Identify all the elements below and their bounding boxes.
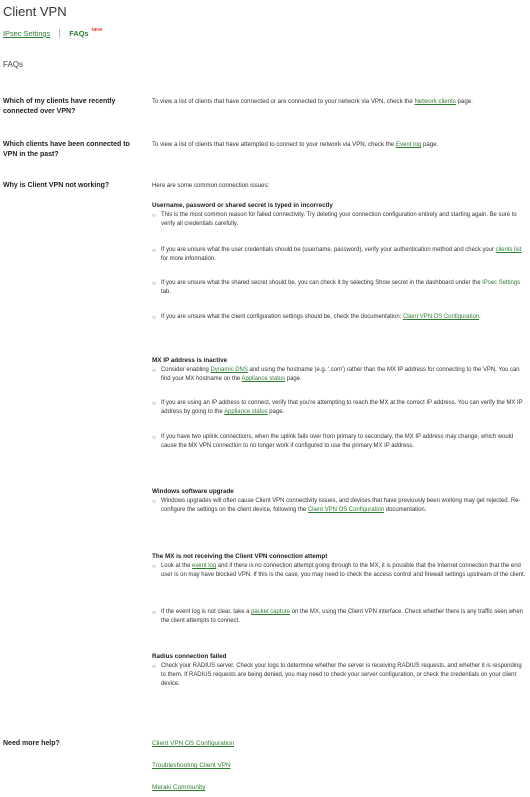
bullet-text: and if there is no connection attempt going through to the MX, it is possible that the Internet connection that the end user is on may have blocked VPN. If this is the case, you may need to check the access control and firewall settings upstream of the client. bbox=[161, 563, 526, 579]
answer-text: page. bbox=[455, 98, 473, 105]
bullet-text: If the event log is not clear, take a bbox=[161, 609, 252, 615]
bullet-text: page. bbox=[267, 409, 285, 416]
issue-title-mx-not-receiving: The MX is not receiving the Client VPN connection attempt bbox=[152, 553, 328, 560]
faq-answer-past-clients bbox=[152, 140, 524, 149]
answer-text: page. bbox=[421, 141, 439, 148]
answer-text: To view a list of clients that have attempted to connect to your network via VPN, check the bbox=[152, 141, 396, 148]
bullet-icon: ○ bbox=[152, 248, 156, 254]
list-item bbox=[152, 608, 526, 626]
section-title: FAQs bbox=[3, 60, 24, 69]
list-item bbox=[152, 279, 526, 297]
event-log-link[interactable]: Event log bbox=[395, 141, 422, 148]
bullet-icon: ○ bbox=[152, 664, 156, 670]
bullet-icon: ○ bbox=[152, 213, 156, 219]
bullet-icon: ○ bbox=[152, 610, 156, 616]
faq-question-not-working: Why is Client VPN not working? bbox=[3, 182, 110, 189]
bullet-icon: ○ bbox=[152, 281, 156, 287]
issue-title-radius: Radius connection failed bbox=[152, 653, 227, 660]
bullet-text: documentation. bbox=[384, 507, 427, 514]
list-item bbox=[152, 497, 526, 515]
faq-question-recent-clients: Which of my clients have recently connected over VPN? bbox=[3, 98, 116, 116]
troubleshooting-link[interactable]: Troubleshooting Client VPN bbox=[152, 762, 231, 769]
bullet-text: tab. bbox=[161, 289, 171, 296]
new-badge: NEW bbox=[91, 27, 103, 32]
list-item bbox=[152, 433, 526, 451]
page-title: Client VPN bbox=[3, 4, 67, 19]
issue-title-mx-ip: MX IP address is inactive bbox=[152, 357, 228, 364]
tab-bar bbox=[3, 29, 102, 38]
bullet-icon: ○ bbox=[152, 368, 156, 374]
faq-answer-recent-clients bbox=[152, 97, 524, 106]
tab-divider bbox=[59, 29, 60, 38]
bullet-text: . bbox=[479, 314, 481, 320]
app-header bbox=[3, 4, 530, 19]
faq-answer-intro: Here are some common connection issues: bbox=[152, 182, 270, 189]
bullet-text: Check your RADIUS server. Check your logs to determine whether the server is receiving RADIUS requests, and whether it is responding to them. If RADIUS requests are being denied, you may need to check your server configuration, or check the credentials on your client device. bbox=[161, 663, 522, 688]
list-item bbox=[152, 662, 526, 690]
bullet-text: page. bbox=[285, 376, 302, 383]
answer-text: To view a list of clients that have connected or are connected to your network via VPN, check the bbox=[152, 98, 415, 105]
client-vpn-os-config-link[interactable]: Client VPN OS Configuration bbox=[307, 507, 385, 514]
bullet-icon: ○ bbox=[152, 401, 156, 407]
bullet-text: If you are unsure what the shared secret should be, you can check it by selecting Show secret in the dashboard under the bbox=[161, 280, 483, 286]
clients-list-link[interactable]: clients list bbox=[495, 247, 522, 253]
list-item bbox=[152, 211, 526, 229]
client-vpn-os-config-link[interactable]: Client VPN OS Configuration bbox=[402, 314, 480, 320]
tab-faqs[interactable]: FAQs bbox=[69, 29, 89, 38]
bullet-text: for more information. bbox=[161, 256, 216, 263]
network-clients-link[interactable]: Network clients bbox=[414, 98, 456, 105]
appliance-status-link[interactable]: Appliance status bbox=[241, 376, 286, 383]
bullet-text: If you are unsure what the client configuration settings should be, check the documentation: bbox=[161, 314, 403, 320]
need-help-heading: Need more help? bbox=[3, 740, 60, 747]
bullet-text: Look at the bbox=[161, 563, 193, 569]
bullet-icon: ○ bbox=[152, 564, 156, 570]
faq-question-past-clients: Which clients have been connected to VPN in the past? bbox=[3, 141, 130, 159]
bullet-text: Consider enabling bbox=[161, 367, 211, 373]
meraki-community-link[interactable]: Meraki Community bbox=[152, 784, 206, 791]
tab-ipsec-settings[interactable]: IPsec Settings bbox=[3, 29, 51, 38]
bullet-icon: ○ bbox=[152, 435, 156, 441]
issue-title-credentials: Username, password or shared secret is typed in incorrectly bbox=[152, 202, 333, 209]
bullet-text: This is the most common reason for failed connectivity. Try deleting your connection configuration entirely and starting again. Be sure to verify all credentials carefully. bbox=[161, 212, 517, 228]
bullet-icon: ○ bbox=[152, 499, 156, 505]
list-item bbox=[152, 366, 526, 384]
bullet-text: If you are unsure what the user credentials should be (username, password), verify your authentication method and check your bbox=[161, 247, 496, 253]
bullet-text: If you have two uplink connections, when the uplink fails over from primary to secondary, the MX IP address may change, which would cause the MX VPN connection to no longer work if configured to use the primary MX IP address. bbox=[161, 434, 514, 450]
list-item bbox=[152, 562, 526, 580]
ipsec-settings-text: IPsec Settings bbox=[482, 280, 521, 286]
list-item bbox=[152, 246, 526, 264]
client-vpn-os-config-link[interactable]: Client VPN OS Configuration bbox=[152, 740, 235, 747]
bullet-text: on the MX, using the Client VPN interface. Check whether there is any traffic seen when the client attempts to connect. bbox=[161, 609, 523, 625]
bullet-text: and using the hostname (e.g. '.com') rather than the MX IP address for connecting to the VPN. You can find your MX hostname on the bbox=[161, 367, 520, 383]
event-log-link[interactable]: event log bbox=[192, 563, 217, 569]
bullet-icon: ○ bbox=[152, 315, 156, 321]
list-item bbox=[152, 313, 526, 322]
packet-capture-link[interactable]: packet capture bbox=[251, 609, 291, 615]
bullet-text: Windows upgrades will often cause Client VPN connectivity issues, and devices that have previously been working may get rejected. Re-configure the settings on the client device, following the bbox=[161, 498, 521, 514]
bullet-text: If you are using an IP address to connect, verify that you're attempting to reach the MX at the correct IP address. You can verify the MX IP address by going to the bbox=[161, 400, 523, 416]
appliance-status-link[interactable]: Appliance status bbox=[224, 409, 268, 416]
dynamic-dns-link[interactable]: Dynamic DNS bbox=[210, 367, 248, 373]
list-item bbox=[152, 399, 526, 417]
issue-title-windows-upgrade: Windows software upgrade bbox=[152, 488, 234, 495]
